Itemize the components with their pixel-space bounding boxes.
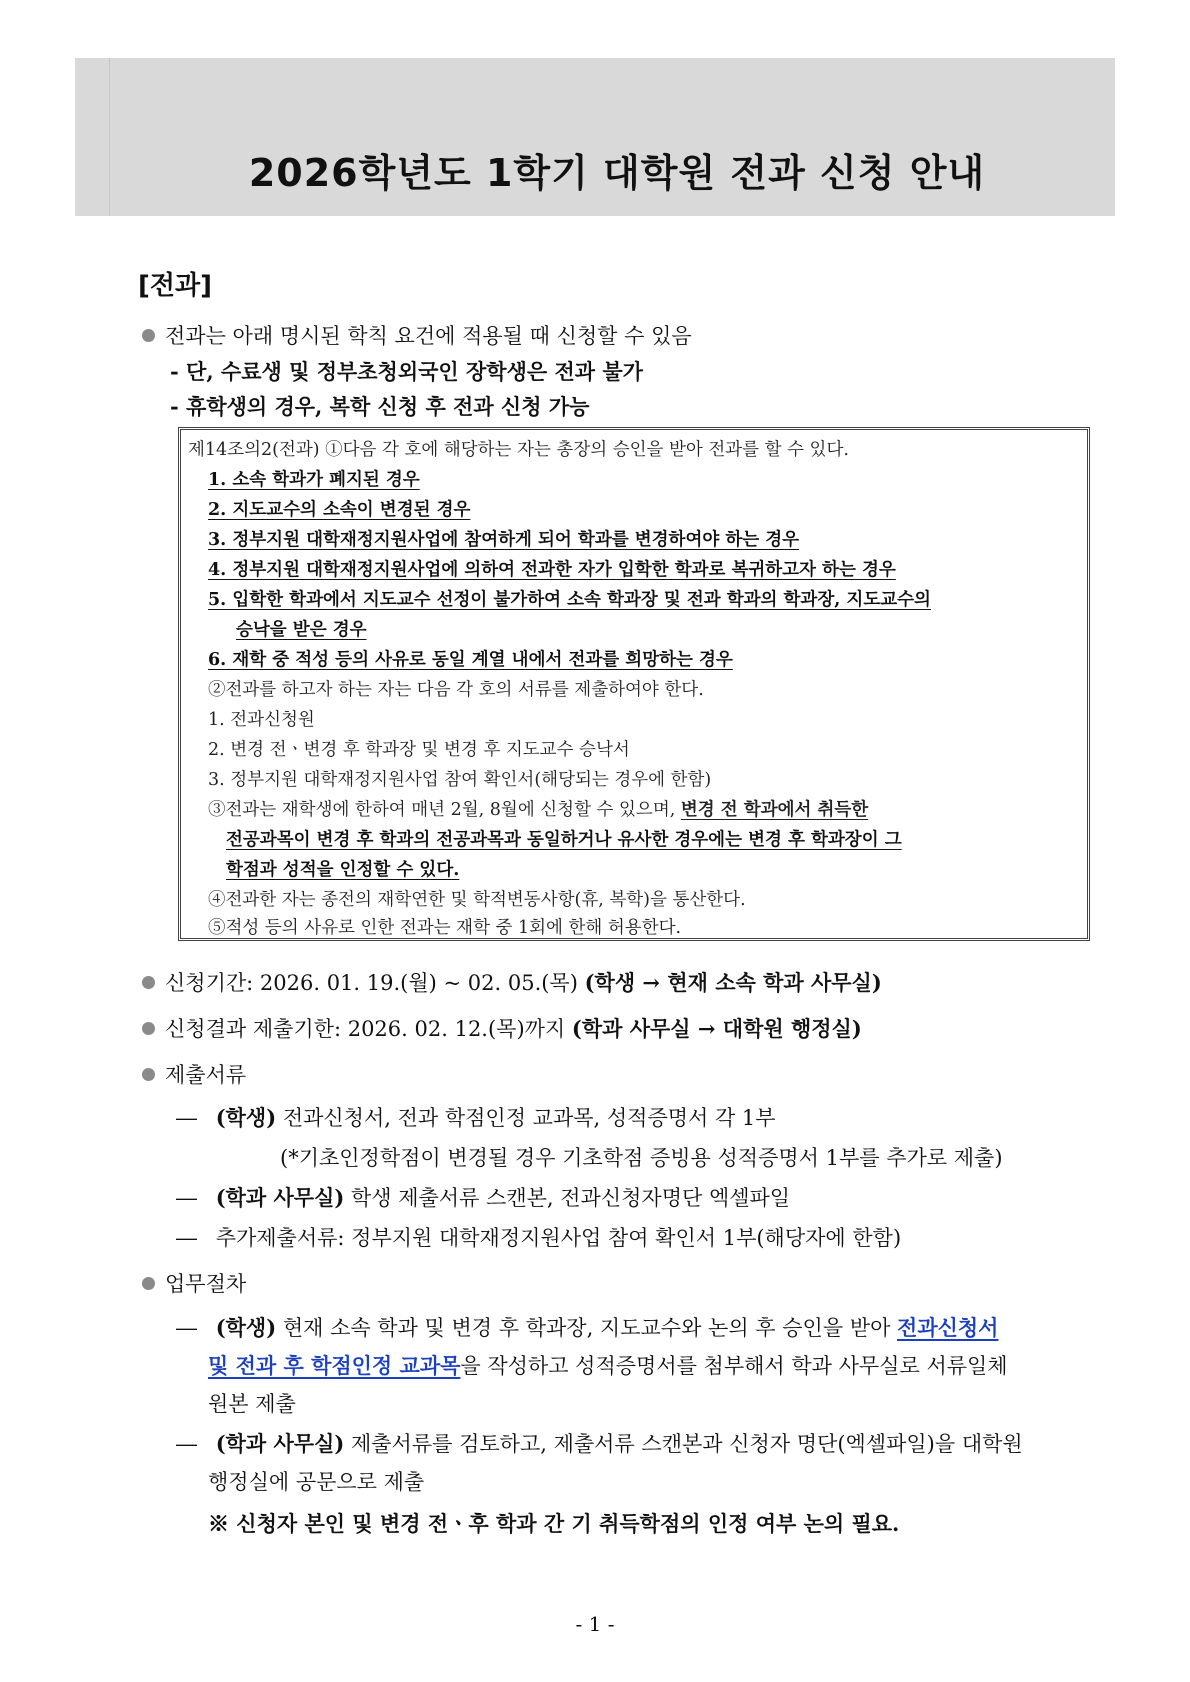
law-line: 3. 정부지원 대학재정지원사업 참여 확인서(해당되는 경우에 한함) (208, 770, 712, 790)
procedure-item-office-cont: 행정실에 공문으로 제출 (208, 1470, 425, 1494)
law-line: 승낙을 받은 경우 (236, 620, 367, 640)
law-line: 1. 소속 학과가 폐지된 경우 (208, 470, 420, 490)
dash-icon: ― (176, 1186, 197, 1210)
credit-course-link[interactable]: 및 전과 후 학점인정 교과목 (208, 1353, 461, 1378)
procedure-note: ※ 신청자 본인 및 변경 전ㆍ후 학과 간 기 취득학점의 인정 여부 논의 필요. (208, 1511, 900, 1536)
submission-deadline: 신청결과 제출기한: 2026. 02. 12.(목)까지 (학과 사무실 → 대학원 행정실) (142, 1013, 862, 1043)
bullet-icon (142, 1022, 155, 1035)
law-line: 2. 변경 전ㆍ변경 후 학과장 및 변경 후 지도교수 승낙서 (208, 740, 630, 760)
section-heading: [전과] (138, 271, 212, 301)
bullet-icon (142, 329, 155, 342)
law-line: ④전과한 자는 종전의 재학연한 및 학적변동사항(휴, 복학)을 통산한다. (208, 890, 746, 910)
procedure-item-office: ― (학과 사무실) 제출서류를 검토하고, 제출서류 스캔본과 신청자 명단(엑셀파일)을 대학원 (176, 1431, 1023, 1456)
intro-sub-2: - 휴학생의 경우, 복학 신청 후 전과 신청 가능 (170, 394, 590, 419)
law-line: 6. 재학 중 적성 등의 사유로 동일 계열 내에서 전과를 희망하는 경우 (208, 650, 733, 670)
application-period: 신청기간: 2026. 01. 19.(월) ~ 02. 05.(목) (학생 → 현재 소속 학과 사무실) (142, 967, 882, 997)
law-line: 4. 정부지원 대학재정지원사업에 의하여 전과한 자가 입학한 학과로 복귀하고자 하는 경우 (208, 560, 896, 580)
procedure-item-student-cont: 원본 제출 (208, 1392, 296, 1416)
title-band (75, 58, 1115, 216)
docs-heading: 제출서류 (142, 1059, 246, 1089)
bullet-icon (142, 1068, 155, 1081)
law-line: 제14조의2(전과) ①다음 각 호에 해당하는 자는 총장의 승인을 받아 전과를 할 수 있다. (188, 440, 849, 460)
law-line: ②전과를 하고자 하는 자는 다음 각 호의 서류를 제출하여야 한다. (208, 680, 704, 700)
page-title: 2026학년도 1학기 대학원 전과 신청 안내 (248, 151, 986, 195)
page-number: - 1 - (575, 1612, 615, 1636)
dash-icon: ― (176, 1432, 197, 1456)
intro-bullet: 전과는 아래 명시된 학칙 요건에 적용될 때 신청할 수 있음 (142, 320, 692, 350)
law-line: ③전과는 재학생에 한하여 매년 2월, 8월에 신청할 수 있으며, 변경 전 학과에서 취득한 (208, 800, 869, 820)
dash-icon: ― (176, 1316, 197, 1340)
procedure-heading: 업무절차 (142, 1268, 246, 1298)
dash-icon: ― (176, 1226, 197, 1250)
law-line: 5. 입학한 학과에서 지도교수 선정이 불가하여 소속 학과장 및 전과 학과의 학과장, 지도교수의 (208, 590, 931, 610)
bullet-icon (142, 1277, 155, 1290)
bullet-icon (142, 976, 155, 989)
intro-sub-1: - 단, 수료생 및 정부초청외국인 장학생은 전과 불가 (170, 359, 643, 384)
law-line: 학점과 성적을 인정할 수 있다. (226, 860, 460, 880)
dash-icon: ― (176, 1106, 197, 1130)
procedure-item-student-cont: 및 전과 후 학점인정 교과목을 작성하고 성적증명서를 첨부해서 학과 사무실로 서류일체 (208, 1353, 1008, 1378)
docs-item-student: ― (학생) 전과신청서, 전과 학점인정 교과목, 성적증명서 각 1부 (176, 1105, 776, 1130)
law-line: ⑤적성 등의 사유로 인한 전과는 재학 중 1회에 한해 허용한다. (208, 918, 682, 938)
docs-item-additional: ― 추가제출서류: 정부지원 대학재정지원사업 참여 확인서 1부(해당자에 한함) (176, 1226, 902, 1250)
application-form-link[interactable]: 전과신청서 (897, 1315, 999, 1340)
law-line: 전공과목이 변경 후 학과의 전공과목과 동일하거나 유사한 경우에는 변경 후 학과장이 그 (226, 830, 902, 850)
procedure-item-student: ― (학생) 현재 소속 학과 및 변경 후 학과장, 지도교수와 논의 후 승인을 받아 전과신청서 (176, 1315, 999, 1340)
law-line: 2. 지도교수의 소속이 변경된 경우 (208, 500, 471, 520)
law-line: 1. 전과신청원 (208, 710, 315, 730)
docs-item-note: (*기초인정학점이 변경될 경우 기초학점 증빙용 성적증명서 1부를 추가로 제출) (280, 1146, 1003, 1170)
docs-item-office: ― (학과 사무실) 학생 제출서류 스캔본, 전과신청자명단 엑셀파일 (176, 1185, 791, 1210)
law-line: 3. 정부지원 대학재정지원사업에 참여하게 되어 학과를 변경하여야 하는 경우 (208, 530, 800, 550)
